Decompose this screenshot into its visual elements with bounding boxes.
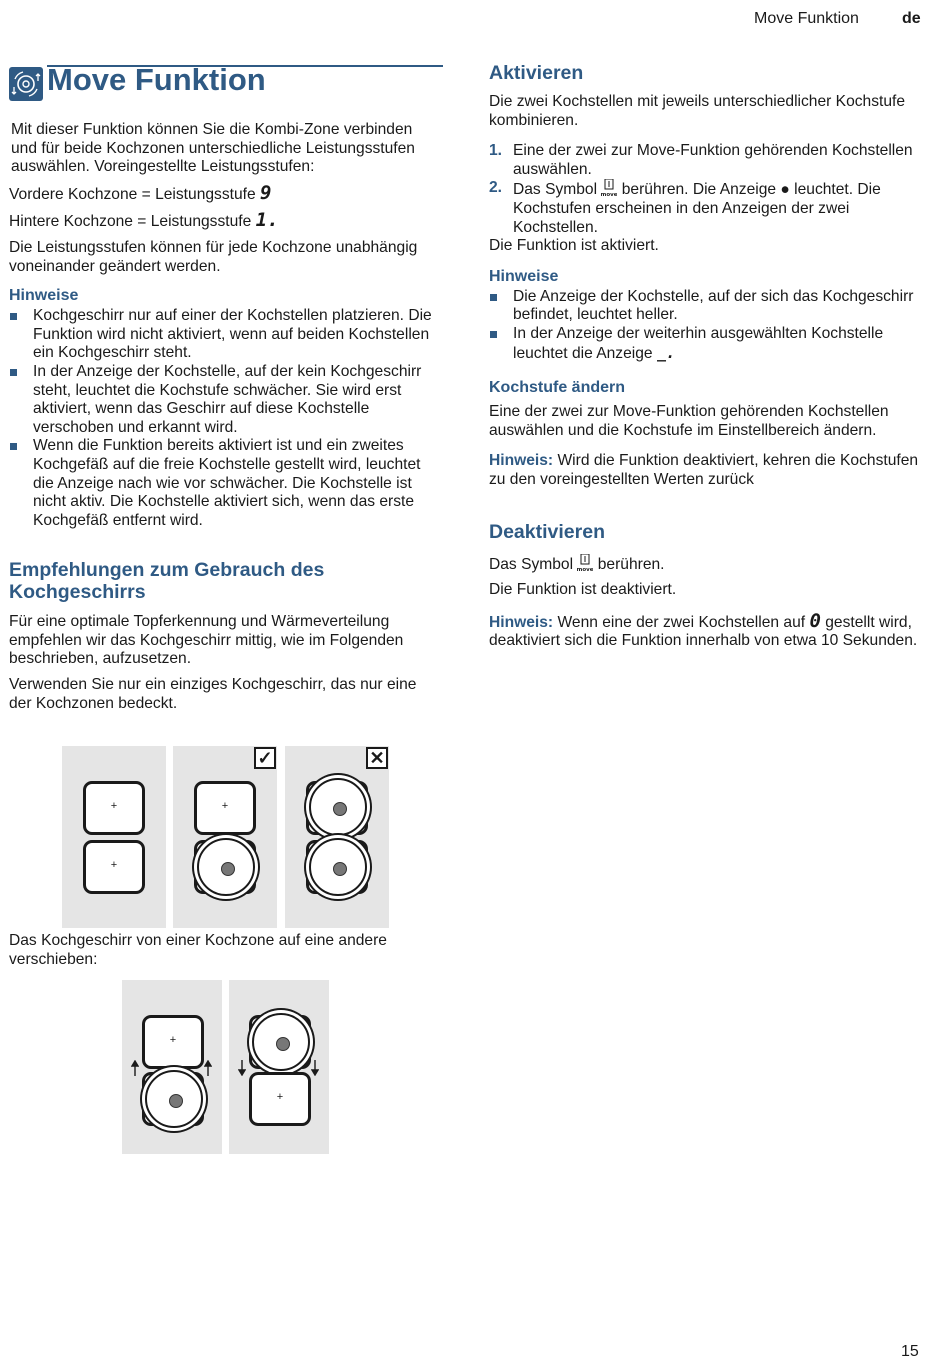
notes-heading: Hinweise	[489, 267, 559, 285]
move-panel-down	[229, 980, 329, 1154]
activated-text: Die Funktion ist aktiviert.	[489, 237, 659, 255]
check-icon: ✓	[254, 747, 276, 769]
arrow-up-icon	[131, 1060, 139, 1076]
deactivated-text: Die Funktion ist deaktiviert.	[489, 581, 677, 599]
cookware-pot	[252, 1013, 310, 1071]
rear-zone-line	[9, 211, 441, 232]
note-item: Wenn die Funktion bereits aktiviert ist und ein zweites Kochgefäß auf die freie Kochstelle gestellt wird, leuchtet die Anzeige nach wie vor schwächer. Die Kochstelle ist nicht aktiv. Die Kochstelle aktiviert sich, wenn das erste Kochgefäß entfernt wird.	[9, 437, 441, 530]
step-number: 2.	[489, 179, 503, 197]
zero-level-display: 0	[809, 609, 821, 632]
hint-label: Hinweis:	[489, 452, 554, 470]
deactivate-step	[489, 554, 929, 575]
zone-plus-mark: +	[110, 859, 118, 871]
deactivate-post: berühren.	[597, 555, 665, 573]
note-item: Die Anzeige der Kochstelle, auf der sich das Kochgeschirr befindet, leuchtet heller.	[489, 288, 929, 325]
section-heading	[9, 62, 441, 106]
notes-heading: Hinweise	[9, 287, 79, 305]
activate-heading: Aktivieren	[489, 62, 584, 84]
deactivate-heading: Deaktivieren	[489, 520, 605, 543]
cookware-pot	[309, 778, 367, 836]
arrow-up-icon	[204, 1060, 212, 1076]
step-text: Eine der zwei zur Move-Funktion gehörenden Kochstellen auswählen.	[513, 142, 913, 178]
cooking-zone	[142, 1015, 204, 1069]
move-symbol-icon	[601, 179, 617, 197]
cooking-zone	[249, 1072, 311, 1126]
placement-panel-wrong	[285, 746, 389, 928]
intro-paragraph: Mit dieser Funktion können Sie die Kombi-Zone verbinden und für beide Kochzonen unterschiedliche Leistungsstufen auswählen. Voreingestellte Leistungsstufen:	[11, 121, 415, 176]
placement-panel-correct	[173, 746, 277, 928]
underscore-display: _.	[656, 343, 675, 362]
move-cookware-text: Das Kochgeschirr von einer Kochzone auf eine andere verschieben:	[9, 932, 387, 968]
move-function-icon	[9, 67, 43, 101]
rear-level-display: 1.	[255, 209, 279, 232]
zone-plus-mark: +	[169, 1034, 177, 1046]
note-item: Kochgeschirr nur auf einer der Kochstellen platzieren. Die Funktion wird nicht aktiviert, wenn auf beiden Kochstellen ein Kochgeschirr steht.	[9, 307, 441, 363]
hint-paragraph	[489, 452, 929, 489]
recommendation-paragraph-2: Verwenden Sie nur ein einziges Kochgeschirr, das nur eine der Kochzonen bedeckt.	[9, 676, 417, 712]
page-title: Move Funktion	[47, 62, 266, 97]
move-symbol-caption: move	[601, 192, 618, 198]
cookware-pot	[309, 838, 367, 896]
step-text-pre: Das Symbol	[513, 181, 598, 199]
step-item	[489, 179, 929, 237]
arrow-down-icon	[311, 1060, 319, 1076]
move-panel-up	[122, 980, 222, 1154]
hint2-paragraph	[489, 609, 929, 651]
recommendation-heading: Empfehlungen zum Gebrauch des Kochgeschirrs	[9, 559, 325, 604]
move-symbol-icon	[577, 554, 593, 572]
cooking-zone	[83, 781, 145, 835]
placement-panel-empty	[62, 746, 166, 928]
change-level-heading: Kochstufe ändern	[489, 379, 626, 397]
hint2-label: Hinweis:	[489, 613, 554, 631]
move-figure	[122, 980, 329, 1154]
arrow-down-icon	[238, 1060, 246, 1076]
rear-zone-text: Hintere Kochzone = Leistungsstufe	[9, 213, 252, 231]
hint-text: Wird die Funktion deaktiviert, kehren die Kochstufen zu den voreingestellten Werten zurück	[489, 452, 919, 488]
right-column	[489, 62, 929, 658]
cooking-zone	[83, 840, 145, 894]
placement-figure	[62, 746, 390, 928]
step-item	[489, 142, 929, 179]
left-column	[9, 62, 441, 720]
zone-plus-mark: +	[276, 1091, 284, 1103]
independent-paragraph: Die Leistungsstufen können für jede Kochzone unabhängig voneinander geändert werden.	[9, 238, 418, 275]
front-zone-line	[9, 181, 441, 205]
note-text: In der Anzeige der weiterhin ausgewählten Kochstelle leuchtet die Anzeige	[513, 324, 884, 362]
front-zone-text: Vordere Kochzone = Leistungsstufe	[9, 185, 256, 203]
step-text-mid: berühren. Die Anzeige ● leuchtet. Die Kochstufen erscheinen in den Anzeigen der zwei Kochstellen.	[513, 181, 881, 236]
recommendation-paragraph-1: Für eine optimale Topferkennung und Wärmeverteilung empfehlen wir das Kochgeschirr mittig, wie im Folgenden beschrieben, aufzusetzen.	[9, 613, 404, 668]
zone-plus-mark: +	[110, 800, 118, 812]
cross-icon: ✕	[366, 747, 388, 769]
page-number: 15	[901, 1343, 919, 1360]
header-language: de	[902, 10, 921, 27]
change-level-text: Eine der zwei zur Move-Funktion gehörenden Kochstellen auswählen und die Kochstufe im Einstellbereich ändern.	[489, 403, 889, 439]
step-number: 1.	[489, 142, 503, 160]
header-section-title: Move Funktion	[754, 10, 859, 27]
cookware-pot	[197, 838, 255, 896]
cookware-pot	[145, 1070, 203, 1128]
deactivate-pre: Das Symbol	[489, 555, 574, 573]
hint2-post: gestellt wird, deaktiviert sich die Funktion innerhalb von etwa 10 Sekunden.	[489, 613, 918, 650]
zone-plus-mark: +	[221, 800, 229, 812]
move-symbol-caption: move	[577, 566, 594, 572]
activate-intro: Die zwei Kochstellen mit jeweils unterschiedlicher Kochstufe kombinieren.	[489, 93, 906, 129]
note-item: In der Anzeige der Kochstelle, auf der kein Kochgeschirr steht, leuchtet die Kochstufe schwächer. Sie wird erst aktiviert, wenn das Geschirr auf diese Kochstelle verschoben und erkannt wird.	[9, 363, 441, 437]
note-item	[489, 325, 929, 363]
cooking-zone	[194, 781, 256, 835]
front-level-display: 9	[259, 181, 272, 204]
hint2-pre: Wenn eine der zwei Kochstellen auf	[557, 613, 806, 631]
